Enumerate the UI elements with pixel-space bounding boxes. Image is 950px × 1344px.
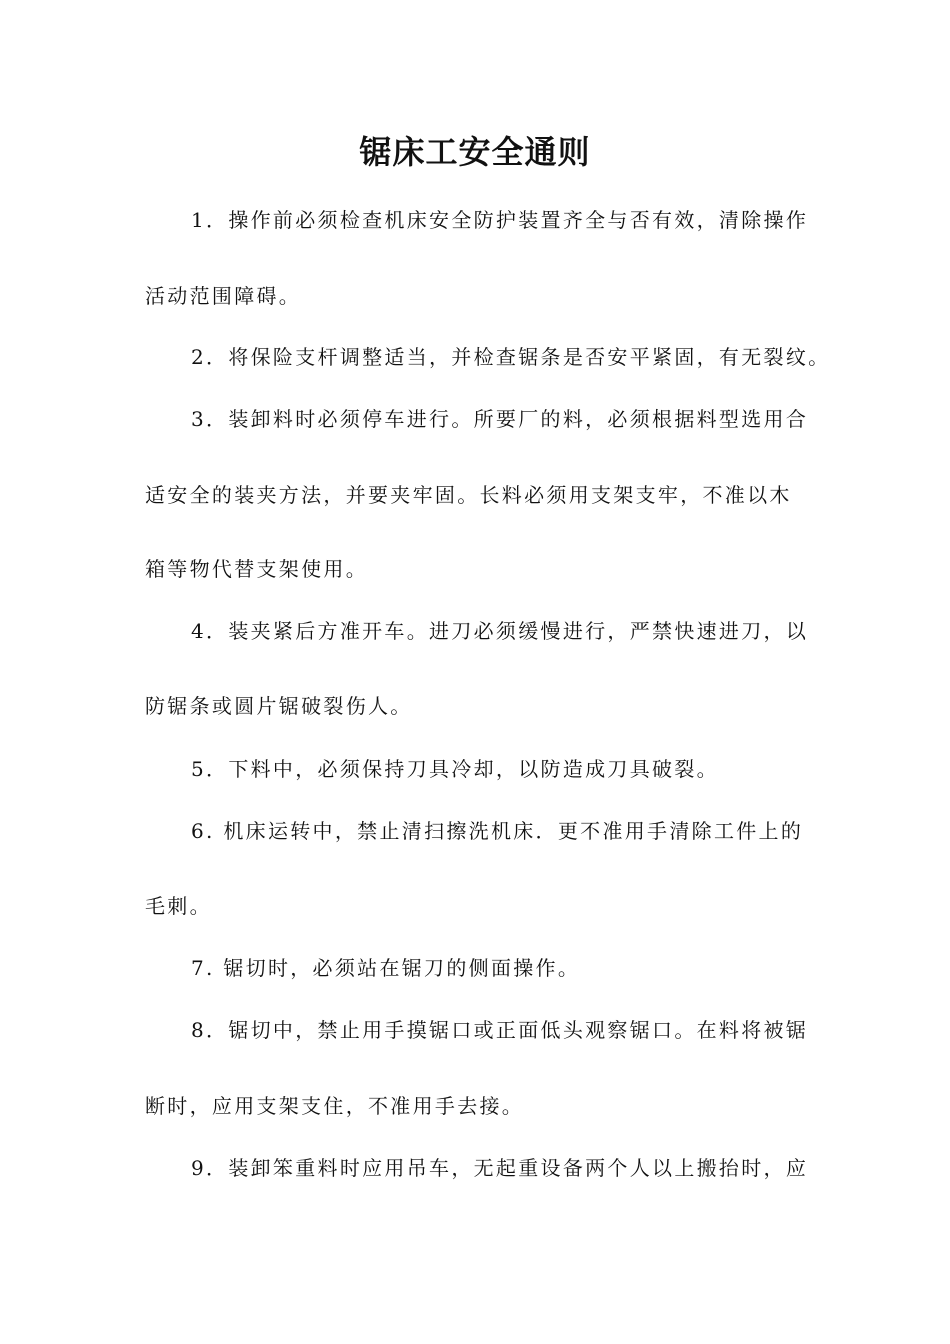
rule-4-line-2: 防锯条或圆片锯破裂伤人。 <box>145 694 413 718</box>
rule-8-line-2: 断时，应用支架支住，不准用手去接。 <box>145 1094 525 1118</box>
rule-8-line-1: 8．锯切中，禁止用手摸锯口或正面低头观察锯口。在料将被锯 <box>191 1018 809 1042</box>
rule-4-line-1: 4．装夹紧后方准开车。进刀必须缓慢进行，严禁快速进刀，以 <box>191 619 809 643</box>
rule-1-line-1: 1．操作前必须检查机床安全防护装置齐全与否有效，清除操作 <box>191 208 809 232</box>
rule-1-line-2: 活动范围障碍。 <box>145 284 302 308</box>
rule-5-line-1: 5．下料中，必须保持刀具冷却，以防造成刀具破裂。 <box>191 757 719 781</box>
rule-6-line-2: 毛刺。 <box>145 894 212 918</box>
rule-3-line-3: 箱等物代替支架使用。 <box>145 557 368 581</box>
rule-3-line-2: 适安全的装夹方法，并要夹牢固。长料必须用支架支牢，不准以木 <box>145 483 792 507</box>
document-title: 锯床工安全通则 <box>359 133 591 171</box>
rule-3-line-1: 3．装卸料时必须停车进行。所要厂的料，必须根据料型选用合 <box>191 407 809 431</box>
rule-6-line-1: 6. 机床运转中，禁止清扫擦洗机床．更不准用手清除工件上的 <box>191 819 804 843</box>
rule-2-line-1: 2．将保险支杆调整适当，并检查锯条是否安平紧固，有无裂纹。 <box>191 345 831 369</box>
rule-7-line-1: 7. 锯切时，必须站在锯刀的侧面操作。 <box>191 956 581 980</box>
rule-9-line-1: 9．装卸笨重料时应用吊车，无起重设备两个人以上搬抬时，应 <box>191 1156 809 1180</box>
